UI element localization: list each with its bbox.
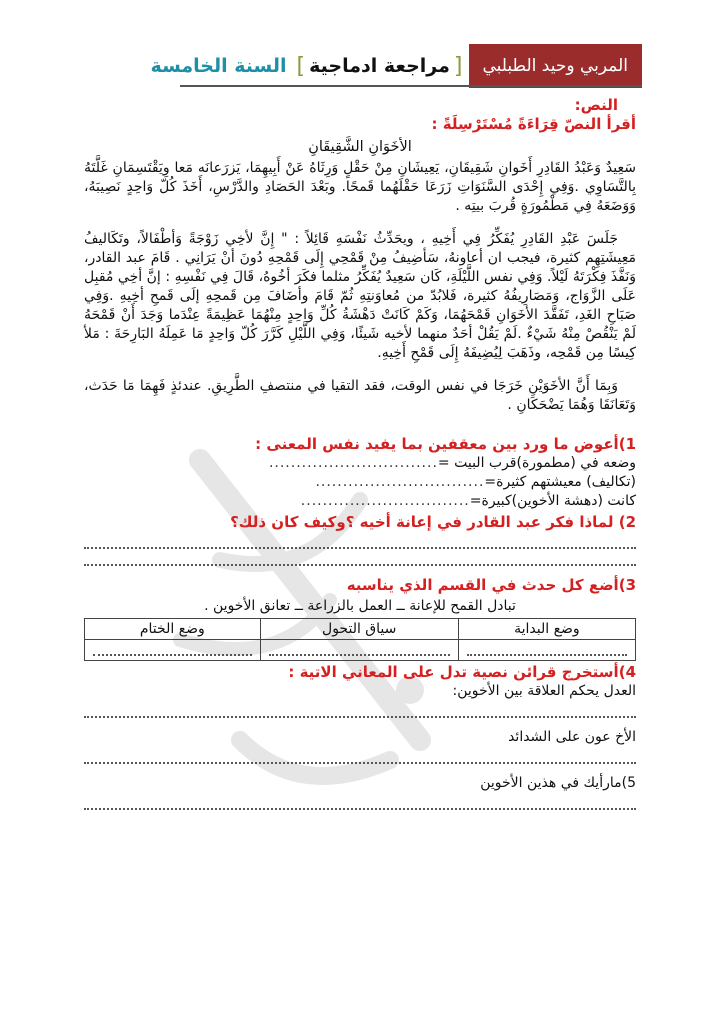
worksheet-content bbox=[84, 96, 636, 820]
grade-level: السنة الخامسة bbox=[150, 55, 287, 77]
reading-instruction: أقرأ النصّ قِرَاءَةً مُسْتَرْسِلَةً : bbox=[431, 115, 636, 133]
question-1-title: 1)أعوض ما ورد بين معقفين بما يفيد نفس المعنى : bbox=[255, 435, 636, 453]
answer-blank[interactable]: ............................... bbox=[315, 474, 485, 490]
column-beginning: وضع البداية bbox=[458, 619, 635, 640]
worksheet-type: مراجعة ادماجية bbox=[309, 55, 450, 77]
sections-table bbox=[84, 618, 636, 661]
answer-blank[interactable]: ............................... bbox=[268, 455, 438, 471]
question-1-item-1-text: وضعه في (مطمورة)قرب البيت = bbox=[437, 455, 636, 471]
question-3-title: 3)أضع كل حدث في القسم الذي يناسبه bbox=[346, 576, 636, 594]
question-4-item-1: العدل يحكم العلاقة بين الأخوين: bbox=[452, 683, 636, 699]
answer-cell-transition[interactable] bbox=[260, 640, 458, 661]
question-1-item-3 bbox=[84, 492, 636, 511]
answer-cell-ending[interactable] bbox=[85, 640, 261, 661]
worksheet-header bbox=[150, 44, 642, 88]
question-4-title: 4)أستخرج قرائن نصية تدل على المعاني الاتية : bbox=[288, 663, 636, 681]
story-paragraph-3: وَبِمَا أَنَّ الأخَوَيْنِ خَرَجَا في نفس الوقت، فقد التقيا في منتصفِ الطَّرِيقِ. عندئذٍ فَهِمَا مَا حَدَث، وَتَعَانَقَا وَهُمَا يَضْحَكَانِ . bbox=[84, 378, 636, 413]
events-list: تبادل القمح للإعانة ــ العمل بالزراعة ــ تعانق الأخوين . bbox=[204, 598, 516, 614]
story-title: الأخَوَانِ الشَّقِيقَانِ bbox=[308, 139, 412, 155]
header-divider bbox=[180, 85, 642, 87]
table-header-row bbox=[85, 619, 636, 640]
question-1-item-2 bbox=[84, 473, 636, 492]
table-answer-row bbox=[85, 640, 636, 661]
answer-cell-beginning[interactable] bbox=[458, 640, 635, 661]
answer-line[interactable] bbox=[84, 563, 636, 566]
answer-line[interactable] bbox=[84, 807, 636, 810]
story-paragraph-2: جَلَسَ عَبْدِ القَادِرِ يُفَكِّرُ فِي أَخِيهِ ، ويحَدِّثُ نَفْسَهِ قَائِلاً : " إِنَّ لأخِي زَوْجَةً وَأطْفَالاً، وتَكَاليفُ مَعِيشَتِهِم كثيرة، فيجب ان أعاونهُ، سَأضِيفُ مِنْ قَمْحِي إِلَى قَمْحِهِ دُونَ أنْ يَرَانِي . قَامَ عبد القادر، وَنَفَّذَ فِكْرَتَهُ لَيْلاً. وَفِي نفس اللَّيْلَةِ، كَان سَعِيدٌ يُفَكِّرُ مثلما فكَرَ أخُوهُ، قَالَ فِي نَفْسِهِ : إنَّ أخِي مُقبِل عَلَى الزَّوَاج، وَمَصَارِيفُهُ كثيرة، فَلابُدّ من مُعاوَنتِهِ ثُمّ قَامَ وأضَافَ مِن قَمحِهِ إلَى قَمحِ أخِيهِ .وَفِي صَبَاحِ الغَدِ، تَفَقَّدَ الأخَوَانِ قَمْحَهُمَا، وَكَمْ كَانَتْ دَهْشَةُ كُلِّ وَاحِدٍ مِنْهُمَا عَظِيمَةً عِنْدَما وَجَدَ أَنْ قَمْحَهُ لَمْ يَنْقُصْ مِنْهُ شَيْءٌ .لَمْ يَقُلْ أحَدٌ منهما لأخيه شَيئًا، وَفِي اللَّيْلِ كَرَّرَ كُلّ وَاحِدٍ مَا عَمِلَهُ البَارِحَةَ : مَلأ كِيسًا مِن قَمْحِه، وذَهَبَ لِيُضِيفَهُ إِلَى قَمْحِ أَخِيهِ. bbox=[84, 231, 636, 361]
author-badge: المربي وحيد الطبلبي bbox=[469, 44, 643, 88]
answer-line[interactable] bbox=[84, 546, 636, 549]
column-transition: سياق التحول bbox=[260, 619, 458, 640]
question-1-item-3-text: كانت (دهشة الأخوين)كبيرة= bbox=[469, 493, 636, 509]
bracket-close: ] bbox=[296, 53, 306, 79]
question-4-item-2: الأخ عون على الشدائد bbox=[508, 729, 636, 745]
header-title bbox=[151, 44, 469, 88]
text-label: النص: bbox=[574, 96, 618, 114]
answer-line[interactable] bbox=[84, 761, 636, 764]
answer-blank[interactable]: ............................... bbox=[300, 493, 470, 509]
story-paragraph-1: سَعِيدٌ وَعَبْدُ القَادِرِ أَخَوانِ شَقِيقَانِ، يَعِيشَانِ مِنْ حَقْلٍ وَرِثَاهُ عَنْ أَبِيهِمَا، يَزرَعانَه مَعا وِيَقْتَسِمَانِ غَلَّتَهُ بِالتَّسَاوِي .وَفِي إِحْدَى السَّنَوَاتِ زَرَعَا حَقْلَهُما قَمحًا. وبَعْدَ الحَصَادِ والدَّرْسِ، أَخَذَ كُلّ وَاحِدٍ نَصِيبَهُ، وَوَضَعَهُ فِي مَطْمُورَةٍ قُربَ بيتِه . bbox=[84, 160, 636, 214]
bracket-open: [ bbox=[453, 53, 463, 79]
answer-line[interactable] bbox=[84, 715, 636, 718]
question-2-title: 2) لماذا فكر عبد القادر في إعانة أخيه ؟وكيف كان ذلك؟ bbox=[230, 513, 636, 531]
column-ending: وضع الختام bbox=[85, 619, 261, 640]
question-5-title: 5)مارأيك في هذين الأخوين bbox=[480, 775, 636, 791]
question-1-item-2-text: (تكاليف) معيشتهم كثيرة= bbox=[484, 474, 636, 490]
question-1-item-1 bbox=[84, 454, 636, 473]
